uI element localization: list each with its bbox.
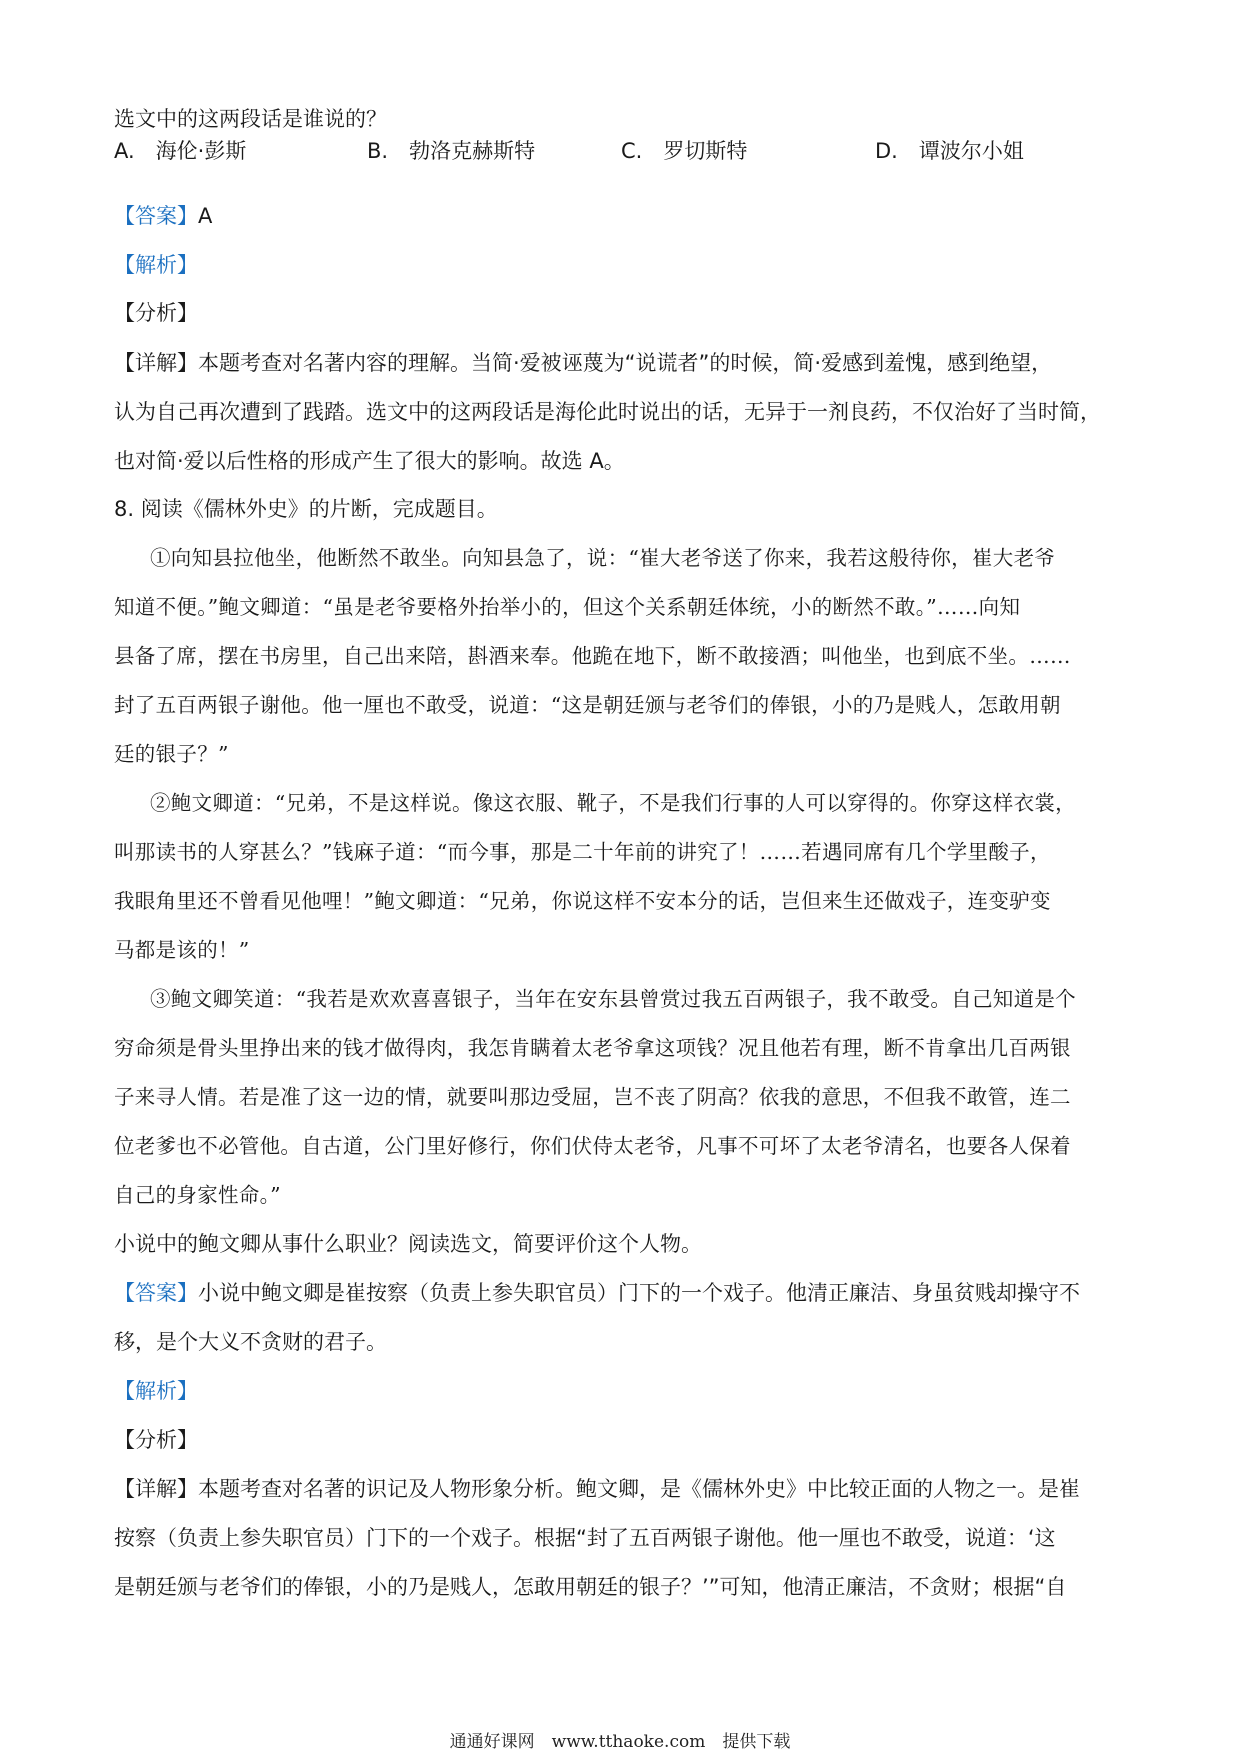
passage-line: 知道不便。”鲍文卿道：“虽是老爷要格外抬举小的，但这个关系朝廷体统，小的断然不敢。”……向知: [114, 595, 1021, 619]
q7-prompt: 选文中的这两段话是谁说的？: [114, 107, 387, 131]
q8-detail-line: 是朝廷颁与老爷们的俸银，小的乃是贱人，怎敢用朝廷的银子？’”可知，他清正廉洁，不贪财；根据“自: [114, 1575, 1067, 1599]
option-c: C. 罗切斯特: [621, 139, 748, 163]
passage-line: 廷的银子？”: [114, 742, 229, 766]
option-d: D. 谭波尔小姐: [875, 139, 1024, 163]
q8-detail-line: 【详解】本题考查对名著的识记及人物形象分析。鲍文卿，是《儒林外史》中比较正面的人物之一。是崔: [114, 1477, 1080, 1501]
page-footer: 通通好课网 www.tthaoke.com 提供下载: [449, 1732, 791, 1752]
answer-tag: 【答案】: [114, 204, 198, 228]
q8-fenxi: 【分析】: [114, 1428, 198, 1452]
q8-answer-cont: 移，是个大义不贪财的君子。: [114, 1330, 387, 1354]
answer-text: 小说中鲍文卿是崔按察（负责上参失职官员）门下的一个戏子。他清正廉洁、身虽贫贱却操守不: [198, 1281, 1080, 1305]
passage-line: 叫那读书的人穿甚么？”钱麻子道：“而今事，那是二十年前的讲究了！……若遇同席有几个学里酸子，: [114, 840, 1051, 864]
option-a: A. 海伦·彭斯: [114, 139, 247, 163]
passage-line: 马都是该的！”: [114, 938, 250, 962]
passage-line: 我眼角里还不曾看见他哩！”鲍文卿道：“兄弟，你说这样不安本分的话，岂但来生还做戏子，连变驴变: [114, 889, 1051, 913]
passage-line: 子来寻人情。若是准了这一边的情，就要叫那边受屈，岂不丧了阴高？依我的意思，不但我不敢管，连二: [114, 1085, 1071, 1109]
answer-tag: 【答案】: [114, 1281, 198, 1305]
q8-title: 8. 阅读《儒林外史》的片断，完成题目。: [114, 497, 498, 521]
passage-line: 位老爹也不必管他。自古道，公门里好修行，你们伏侍太老爷，凡事不可坏了太老爷清名，也要各人保着: [114, 1134, 1071, 1158]
passage-line: 封了五百两银子谢他。他一厘也不敢受，说道：“这是朝廷颁与老爷们的俸银，小的乃是贱人，怎敢用朝: [114, 693, 1061, 717]
passage-line: 自己的身家性命。”: [114, 1183, 281, 1207]
q8-answer: [114, 1278, 1134, 1308]
passage-line: 穷命须是骨头里挣出来的钱才做得肉，我怎肯瞒着太老爷拿这项钱？况且他若有理，断不肯拿出几百两银: [114, 1036, 1071, 1060]
q7-analysis-tag: 【解析】: [114, 253, 198, 277]
q8-analysis-tag: 【解析】: [114, 1379, 198, 1403]
q7-answer: [114, 201, 1134, 231]
passage-line: ③鲍文卿笑道：“我若是欢欢喜喜银子，当年在安东县曾赏过我五百两银子，我不敢受。自己知道是个: [150, 987, 1076, 1011]
q7-detail-line: 【详解】本题考查对名著内容的理解。当简·爱被诬蔑为“说谎者”的时候，简·爱感到羞愧，感到绝望，: [114, 351, 1053, 375]
passage-line: 县备了席，摆在书房里，自己出来陪，斟酒来奉。他跪在地下，断不敢接酒；叫他坐，也到底不坐。……: [114, 644, 1071, 668]
q7-detail-line: 认为自己再次遭到了践踏。选文中的这两段话是海伦此时说出的话，无异于一剂良药，不仅治好了当时简，: [114, 400, 1101, 424]
q7-fenxi: 【分析】: [114, 301, 198, 325]
q8-detail-line: 按察（负责上参失职官员）门下的一个戏子。根据“封了五百两银子谢他。他一厘也不敢受，说道：‘这: [114, 1526, 1056, 1550]
answer-text: A: [198, 204, 213, 228]
passage-line: ②鲍文卿道：“兄弟，不是这样说。像这衣服、靴子，不是我们行事的人可以穿得的。你穿这样衣裳，: [150, 791, 1076, 815]
passage-line: ①向知县拉他坐，他断然不敢坐。向知县急了，说：“崔大老爷送了你来，我若这般待你，崔大老爷: [150, 546, 1056, 570]
option-b: B. 勃洛克赫斯特: [367, 139, 536, 163]
q8-question: 小说中的鲍文卿从事什么职业？阅读选文，简要评价这个人物。: [114, 1232, 702, 1256]
q7-detail-line: 也对简·爱以后性格的形成产生了很大的影响。故选 A。: [114, 449, 625, 473]
